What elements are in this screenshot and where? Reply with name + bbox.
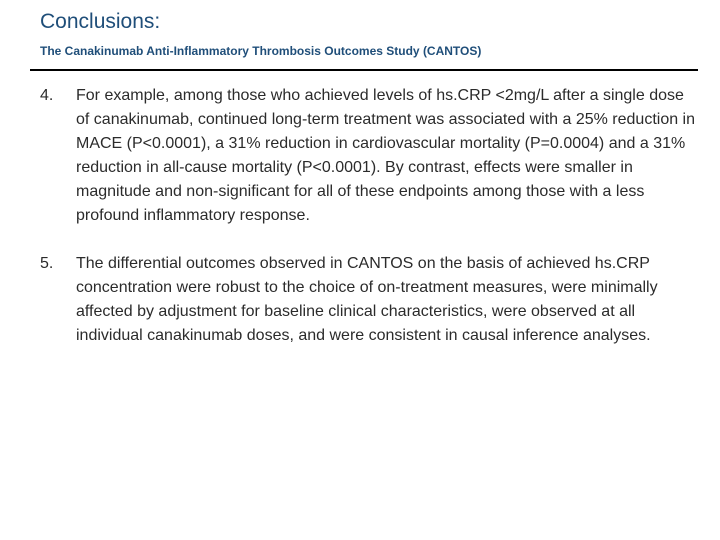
list-item [40, 252, 700, 348]
item-number: 5. [40, 255, 54, 272]
conclusion-list [40, 84, 700, 348]
slide-title: Conclusions: [40, 10, 161, 33]
header-divider [30, 69, 698, 71]
item-text: For example, among those who achieved levels of hs.CRP <2mg/L after a single dose of canakinumab, continued long-term treatment was associated with a 25% reduction in MACE (P<0.0001), a 31% reduction in cardiovascular mortality (P=0.0004) and a 31% reduction in all-cause mortality (P<0.0001). By contrast, effects were smaller in magnitude and non-significant for all of these endpoints among those with a less profound inflammatory response. [76, 87, 696, 224]
slide-subtitle: The Canakinumab Anti-Inflammatory Thrombosis Outcomes Study (CANTOS) [40, 44, 482, 58]
item-number: 4. [40, 87, 54, 104]
list-item [40, 84, 700, 228]
item-text: The differential outcomes observed in CANTOS on the basis of achieved hs.CRP concentration were robust to the choice of on-treatment measures, were minimally affected by adjustment for baseline clinical characteristics, were observed at all individual canakinumab doses, and were consistent in causal inference analyses. [76, 255, 658, 344]
